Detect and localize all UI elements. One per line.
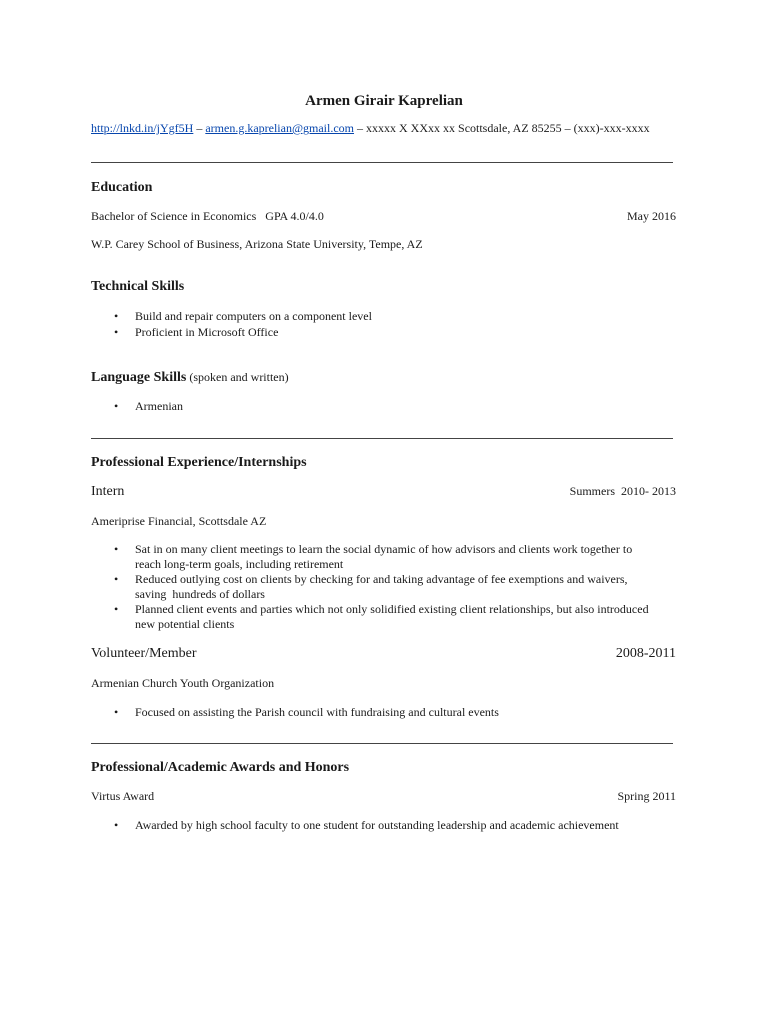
email-link[interactable]: armen.g.kaprelian@gmail.com xyxy=(205,121,355,135)
candidate-name: Armen Girair Kaprelian xyxy=(305,93,463,109)
job-title-row xyxy=(91,646,676,662)
linkedin-link[interactable]: http://lnkd.in/jYgf5H xyxy=(91,121,194,135)
list-item: • Focused on assisting the Parish council with fundraising and cultural events xyxy=(91,705,661,720)
education-degree-row xyxy=(91,209,676,224)
award-bullets xyxy=(91,818,661,833)
job-organization: Ameriprise Financial, Scottsdale AZ xyxy=(91,514,267,528)
education-date: May 2016 xyxy=(627,209,676,223)
contact-line xyxy=(91,121,650,136)
education-degree: Bachelor of Science in Economics GPA 4.0/4.0 xyxy=(91,209,324,223)
job-date: 2008-2011 xyxy=(615,646,676,661)
award-title: Virtus Award xyxy=(91,789,155,803)
section-divider xyxy=(91,162,673,163)
contact-address: – xxxxx X XXxx xx Scottsdale, AZ 85255 – (xxx)-xxx-xxxx xyxy=(354,121,650,135)
job-organization: Armenian Church Youth Organization xyxy=(91,676,275,690)
list-item: • Proficient in Microsoft Office xyxy=(91,325,661,340)
award-date: Spring 2011 xyxy=(617,789,676,803)
list-item: • Awarded by high school faculty to one student for outstanding leadership and academic achievement xyxy=(91,818,661,833)
job-title-row xyxy=(91,484,676,500)
list-item: • Reduced outlying cost on clients by checking for and taking advantage of fee exemptions and waivers, saving hundreds of dollars xyxy=(91,572,661,602)
education-heading: Education xyxy=(91,180,153,195)
job-date: Summers 2010- 2013 xyxy=(569,484,676,498)
section-divider xyxy=(91,743,673,744)
language-skills-heading xyxy=(91,370,289,386)
job-bullets xyxy=(91,542,661,632)
education-school: W.P. Carey School of Business, Arizona State University, Tempe, AZ xyxy=(91,237,423,251)
job-title: Intern xyxy=(91,484,125,499)
awards-heading: Professional/Academic Awards and Honors xyxy=(91,760,350,775)
language-skills-title: Language Skills xyxy=(91,370,187,385)
list-item: • Planned client events and parties which not only solidified existing client relationships, but also introduced new potential clients xyxy=(91,602,661,632)
list-item: • Build and repair computers on a component level xyxy=(91,309,661,324)
technical-skills-heading: Technical Skills xyxy=(91,279,185,294)
list-item: • Armenian xyxy=(91,399,661,414)
language-skills-note: (spoken and written) xyxy=(186,370,289,384)
section-divider xyxy=(91,438,673,439)
job-bullets xyxy=(91,705,661,720)
language-skills-list xyxy=(91,399,661,414)
experience-heading: Professional Experience/Internships xyxy=(91,455,307,470)
award-row xyxy=(91,789,676,804)
list-item: • Sat in on many client meetings to learn the social dynamic of how advisors and clients work together to reach long-term goals, including retirement xyxy=(91,542,661,572)
contact-separator: – xyxy=(193,121,206,135)
technical-skills-list xyxy=(91,309,661,340)
job-title: Volunteer/Member xyxy=(91,646,197,661)
